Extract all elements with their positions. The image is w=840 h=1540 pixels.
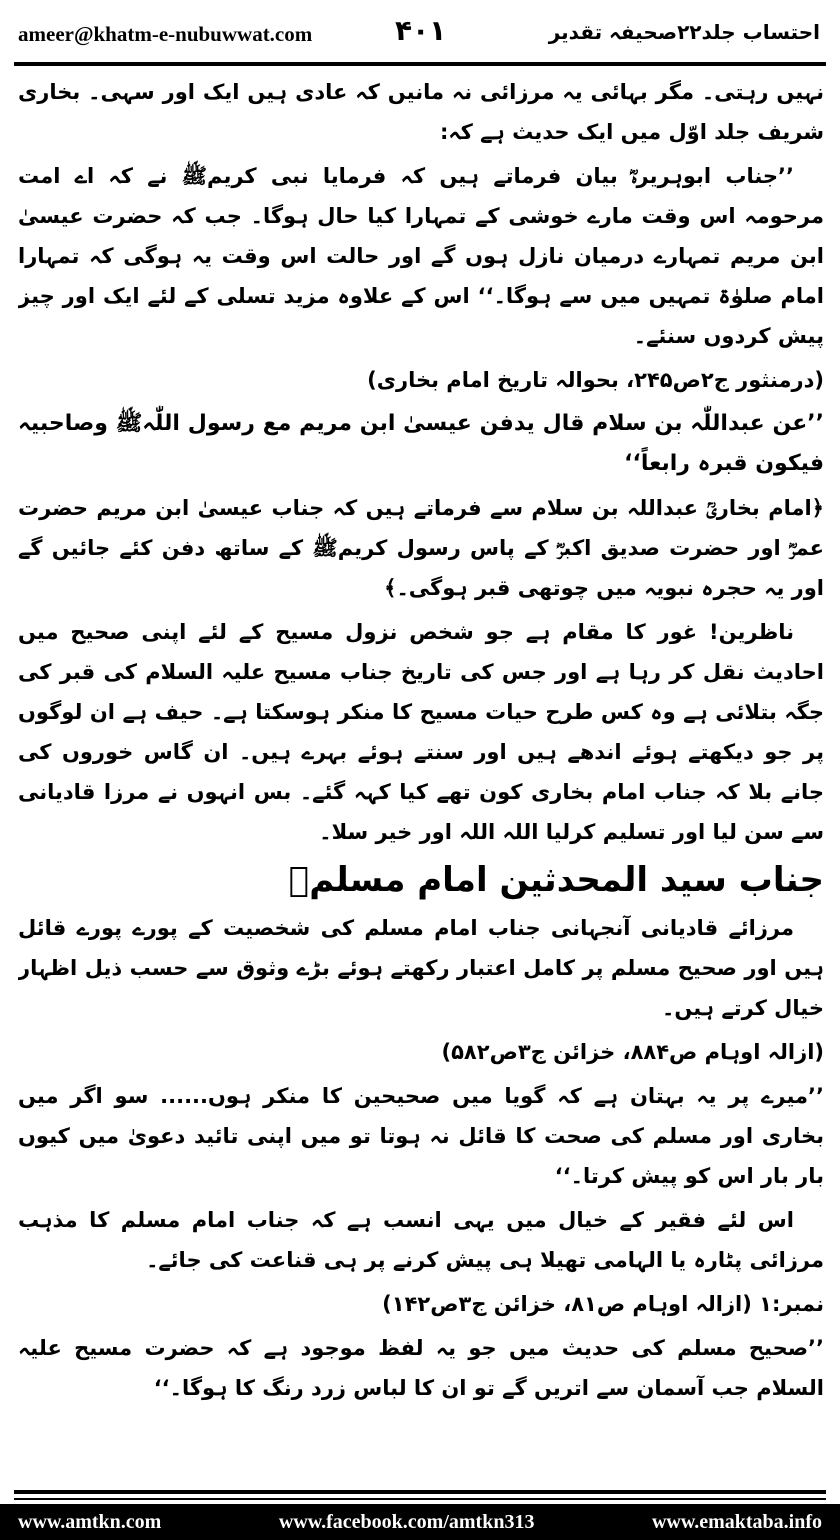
page-header	[0, 0, 840, 72]
hadith-quote-abu-hurairah: ’’جناب ابوہریرہؓ بیان فرماتے ہیں کہ فرمایا نبی کریمﷺ نے کہ اے امت مرحومہ اس وقت مارے خوشی کے تمہارا کیا حال ہوگا۔ جب کہ حضرت عیسیٰ ابن مریم تمہارے درمیان نازل ہوں گے اور حالت اس وقت یہ ہوگی کہ تمہارا امام صلوٰۃ تمہیں میں سے ہوگا۔‘‘ اس کے علاوہ مزید تسلی کے لئے ایک اور چیز پیش کردوں سنئے۔	[18, 164, 824, 348]
quote-sahih-muslim-yellow-garment: ’’صحیح مسلم کی حدیث میں جو یہ لفظ موجود ہے کہ حضرت مسیح علیہ السلام جب آسمان سے اتریں گے تو ان کا لباس زرد رنگ کا ہوگا۔‘‘	[18, 1336, 824, 1400]
page-number: ۴۰۱	[395, 14, 447, 47]
header-email[interactable]: ameer@khatm-e-nubuwwat.com	[18, 22, 313, 46]
footer-link-facebook[interactable]: www.facebook.com/amtkn313	[278, 1510, 535, 1533]
footer-link-emaktaba[interactable]: www.emaktaba.info	[651, 1510, 822, 1533]
paragraph-mirza-on-muslim: مرزائے قادیانی آنجہانی جناب امام مسلم کی شخصیت کے پورے پورے قائل ہیں اور صحیح مسلم پر کامل اعتبار رکھتے ہوئے بڑے وثوق سے حسب ذیل اظہار خیال کرتے ہیں۔	[18, 916, 824, 1020]
book-title: احتساب جلد۲۲صحیفہ تقدیر	[548, 20, 820, 44]
reference-izala-auham-884: (ازالہ اوہام ص۸۸۴، خزائن ج۳ص۵۸۲)	[441, 1040, 824, 1064]
page-body	[18, 72, 824, 1472]
header-divider	[14, 62, 826, 66]
paragraph-readers: ناظرین! غور کا مقام ہے جو شخص نزول مسیح کے لئے اپنی صحیح میں احادیث نقل کر رہا ہے اور جس کی تاریخ جناب مسیح علیہ السلام کی قبر کی جگہ بتلائی ہے وہ کس طرح حیات مسیح کا منکر ہوسکتا ہے۔ حیف ہے ان لوگوں پر جو دیکھتے ہوئے اندھے ہیں اور سنتے ہوئے بہرے ہیں۔ ان گاس خوروں کی جانے بلا کہ جناب امام بخاری کون تھے کیا کہہ گئے۔ بس انہوں نے مرزا قادیانی سے سن لیا اور تسلیم کرلیا اللہ اللہ اور خیر سلا۔	[18, 620, 824, 844]
reference-number-1: نمبر:۱ (ازالہ اوہام ص۸۱، خزائن ج۳ص۱۴۲)	[382, 1292, 824, 1316]
reference-durr-manthur: (درمنثور ج۲ص۲۴۵، بحوالہ تاریخ امام بخاری)	[367, 368, 824, 392]
hadith-translation: ﴿امام بخاریؒ عبداللہ بن سلام سے فرماتے ہیں کہ جناب عیسیٰ ابن مریم حضرت عمرؓ اور حضرت صدیق اکبرؓ کے پاس رسول کریمﷺ کے ساتھ دفن کئے جائیں گے اور یہ حجرہ نبویہ میں چوتھی قبر ہوگی۔﴾	[18, 496, 824, 600]
page-footer	[0, 1504, 840, 1540]
quote-sahihain: ’’میرے پر یہ بہتان ہے کہ گویا میں صحیحین کا منکر ہوں...... سو اگر میں بخاری اور مسلم کی صحت کا قائل نہ ہوتا تو میں اپنی تائید دعویٰ میں کیوں بار بار اس کو پیش کرتا۔‘‘	[18, 1084, 824, 1188]
section-heading-imam-muslim: جناب سید المحدثین امام مسلمؒ	[288, 860, 824, 900]
paragraph-intro: نہیں رہتی۔ مگر بہائی یہ مرزائی نہ مانیں کہ عادی ہیں ایک اور سہی۔ بخاری شریف جلد اوّل میں ایک حدیث ہے کہ:	[18, 80, 824, 144]
paragraph-faqir-opinion: اس لئے فقیر کے خیال میں یہی انسب ہے کہ جناب امام مسلم کا مذہب مرزائی پٹارہ یا الہامی تھیلا ہی پیش کرنے پر ہی قناعت کی جائے۔	[18, 1208, 824, 1272]
footer-divider-thin	[14, 1498, 826, 1500]
footer-link-amtkn[interactable]: www.amtkn.com	[18, 1510, 162, 1533]
arabic-hadith-text: ’’عن عبداللّٰہ بن سلام قال یدفن عیسیٰ ابن مریم مع رسول اللّٰہﷺ وصاحبیہ فیکون قبرہ رابعاً‘‘	[18, 411, 824, 476]
footer-divider-thick	[14, 1490, 826, 1494]
